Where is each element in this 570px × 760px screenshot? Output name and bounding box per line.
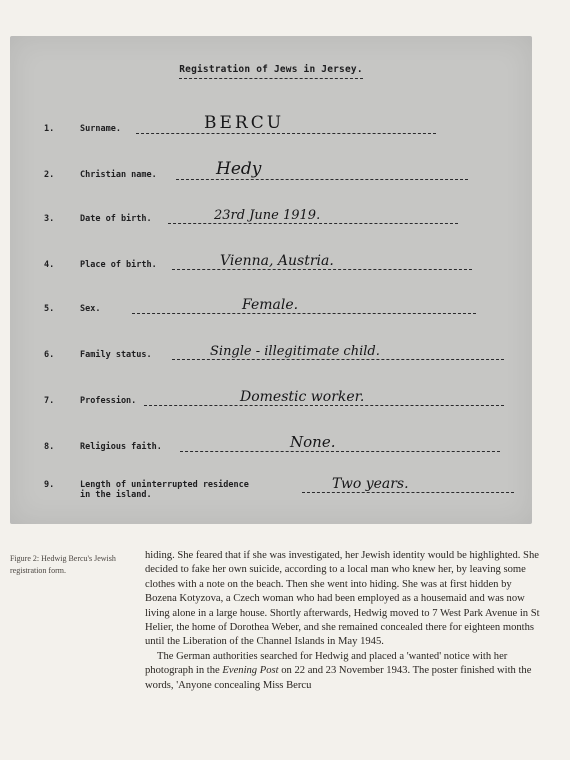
- date-of-birth-value: 23rd June 1919.: [214, 208, 321, 223]
- field-christian-name: [44, 160, 514, 180]
- field-number: 7.: [44, 396, 55, 406]
- answer-line: [132, 313, 476, 314]
- surname-value: BERCU: [204, 113, 285, 133]
- field-number: 5.: [44, 304, 55, 314]
- answer-line: [168, 223, 458, 224]
- figure-caption: Figure 2: Hedwig Bercu's Jewish registration form.: [10, 554, 116, 575]
- field-label: Religious faith.: [80, 442, 162, 452]
- field-residence: [44, 476, 524, 500]
- field-label-continued: in the island.: [80, 490, 152, 500]
- answer-line: [176, 179, 468, 180]
- field-label: Profession.: [80, 396, 137, 406]
- field-number: 4.: [44, 260, 55, 270]
- place-of-birth-value: Vienna, Austria.: [220, 253, 334, 269]
- field-religious-faith: [44, 432, 514, 452]
- sex-value: Female.: [242, 297, 299, 313]
- field-sex: [44, 294, 514, 314]
- religious-faith-value: None.: [290, 433, 336, 451]
- body-paragraph-2: The German authorities searched for Hedwig and placed a 'wanted' notice with her photograph in the Evening Post on 22 and 23 November 1943. The poster finished with the words, 'Anyone concealing Miss Bercu: [145, 650, 532, 691]
- field-number: 6.: [44, 350, 55, 360]
- field-label: Christian name.: [80, 170, 157, 180]
- body-paragraph-1: hiding. She feared that if she was investigated, her Jewish identity would be highlighted. She decided to fake her own suicide, according to a local man who knew her, by leaving some clothes with a note on the beach. Then she went into hiding. She was at first hidden by Bozena Kotyzova, a Czech woman who had been employed as a housemaid and was now living alone in a large house. Shortly afterwards, Hedwig moved to 7 West Park Avenue in St Helier, the home of Dorothea Weber, and she remained concealed there for eighteen months until the Liberation of the Channel Islands in May 1945.: [145, 550, 540, 648]
- residence-value: Two years.: [332, 476, 409, 492]
- answer-line: [172, 269, 472, 270]
- newspaper-title: Evening Post: [222, 665, 279, 677]
- field-number: 1.: [44, 124, 55, 134]
- field-label: Family status.: [80, 350, 152, 360]
- field-label: Place of birth.: [80, 260, 157, 270]
- field-number: 3.: [44, 214, 55, 224]
- field-number: 2.: [44, 170, 55, 180]
- field-date-of-birth: [44, 204, 514, 224]
- field-label: Surname.: [80, 124, 121, 134]
- answer-line: [136, 133, 436, 134]
- field-number: 8.: [44, 442, 55, 452]
- profession-value: Domestic worker.: [240, 389, 365, 405]
- field-label: Sex.: [80, 304, 101, 314]
- field-label: Date of birth.: [80, 214, 152, 224]
- family-status-value: Single - illegitimate child.: [210, 344, 380, 359]
- field-number: 9.: [44, 480, 55, 490]
- body-text: [145, 549, 545, 693]
- christian-name-value: Hedy: [216, 159, 262, 179]
- field-label: Length of uninterrupted residence: [80, 480, 249, 490]
- answer-line: [144, 405, 504, 406]
- field-family-status: [44, 340, 514, 360]
- registration-form-photo: [10, 36, 532, 524]
- answer-line: [180, 451, 500, 452]
- field-place-of-birth: [44, 250, 514, 270]
- field-profession: [44, 386, 514, 406]
- answer-line: [172, 359, 504, 360]
- answer-line: [302, 492, 514, 493]
- field-surname: [44, 114, 514, 134]
- form-title: Registration of Jews in Jersey.: [10, 64, 532, 79]
